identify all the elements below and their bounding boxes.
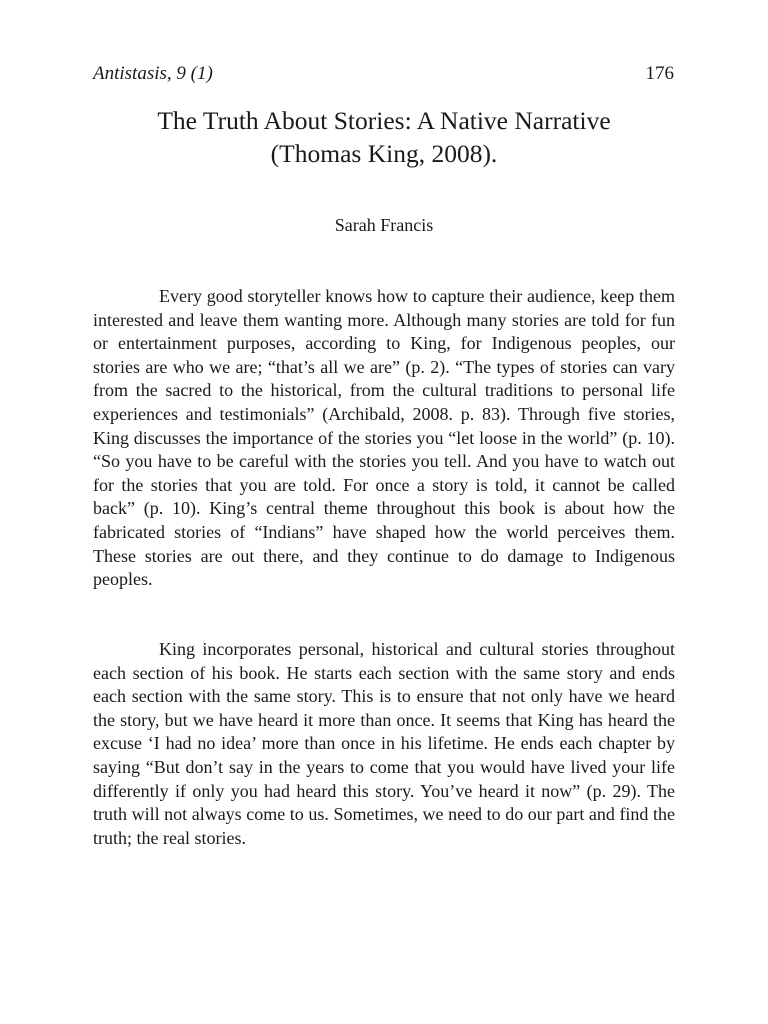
body-paragraph: Every good storyteller knows how to capture their audience, keep them interested and leave them wanting more. Although many stories are told for fun or entertainment purposes, according to King, for Indigenous peoples, our stories are who we are; “that’s all we are” (p. 2). “The types of stories can vary from the sacred to the historical, from the cultural traditions to personal life experiences and testimonials” (Archibald, 2008. p. 83). Through five stories, King discusses the importance of the stories you “let loose in the world” (p. 10). “So you have to be careful with the stories you tell. And you have to watch out for the stories that you are told. For once a story is told, it cannot be called back” (p. 10). King’s central theme throughout this book is about how the fabricated stories of “Indians” have shaped how the world perceives them. These stories are out there, and they continue to do damage to Indigenous peoples.	[93, 286, 675, 590]
body-paragraph: King incorporates personal, historical and cultural stories throughout each section of his book. He starts each section with the same story and ends each section with the same story. This is to ensure that not only have we heard the story, but we have heard it more than once. It seems that King has heard the excuse ‘I had no idea’ more than once in his lifetime. He ends each chapter by saying “But don’t say in the years to come that you would have lived your life differently if only you had heard this story. You’ve heard it now” (p. 29). The truth will not always come to us. Sometimes, we need to do our part and find the truth; the real stories.	[93, 639, 675, 848]
page-number: 176	[645, 63, 674, 84]
article-title-line-1: The Truth About Stories: A Native Narrative	[157, 106, 611, 135]
journal-citation: Antistasis, 9 (1)	[93, 63, 213, 84]
article-author: Sarah Francis	[334, 215, 434, 235]
article-title-line-2: (Thomas King, 2008).	[270, 139, 498, 168]
running-header	[93, 62, 674, 86]
article-title	[60, 104, 708, 170]
